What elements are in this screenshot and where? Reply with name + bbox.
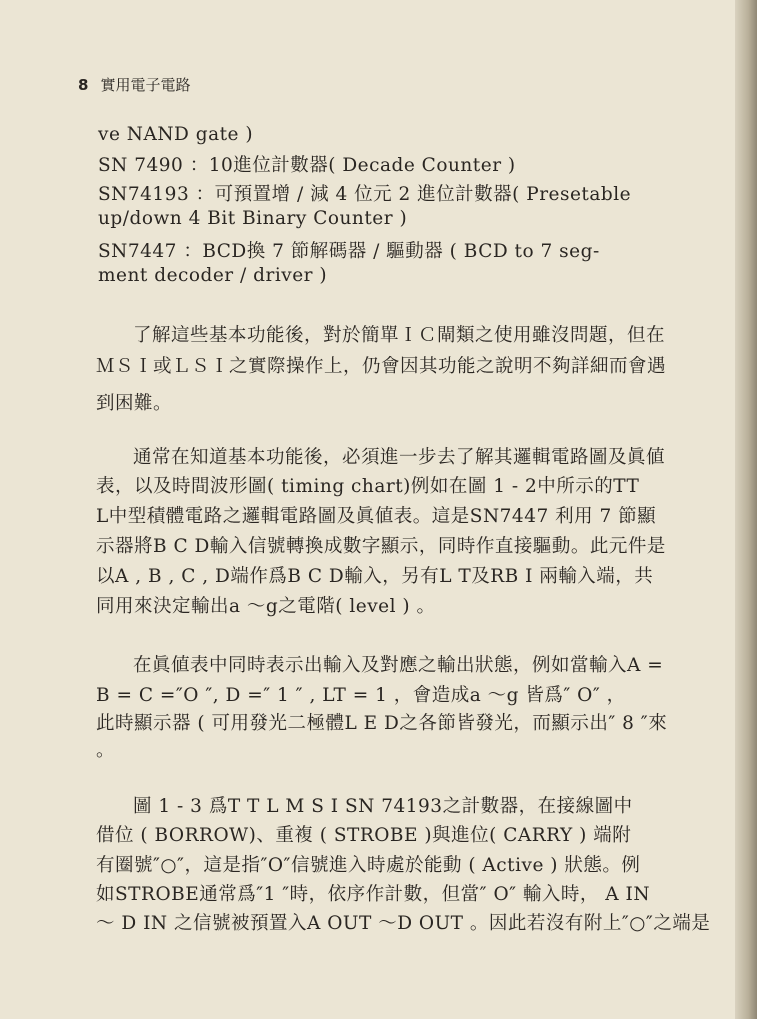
text-line: 表，以及時間波形圖( timing chart)例如在圖 1 - 2中所示的TT	[96, 476, 640, 497]
text-line: ＭＳＩ或ＬＳＩ之實際操作上，仍會因其功能之說明不夠詳細而會遇	[96, 356, 667, 377]
text-line: L中型積體電路之邏輯電路圖及眞値表。這是SN7447 利用 7 節顯	[96, 506, 657, 527]
text-line: 借位 ( BORROW)、重複 ( STROBE )與進位( CARRY ) 端附	[96, 825, 632, 846]
text-line: 了解這些基本功能後，對於簡單ＩＣ閘類之使用雖沒問題，但在	[133, 325, 666, 346]
text-line: ve NAND gate )	[98, 124, 254, 145]
text-line: 如STROBE通常爲″1 ″時，依序作計數，但當″ O″ 輸入時， A IN	[96, 884, 651, 905]
text-line: 到困難。	[96, 393, 173, 414]
text-line: 。	[96, 740, 116, 761]
text-line: 通常在知道基本功能後，必須進一步去了解其邏輯電路圖及眞値	[133, 447, 666, 468]
text-line: 以A , B , C , D端作爲B C D輸入，另有L T及RB I 兩輸入端，共	[96, 566, 654, 587]
book-title: 實用電子電路	[100, 76, 191, 94]
book-spine-shadow	[735, 0, 757, 1019]
text-line: up/down 4 Bit Binary Counter )	[98, 208, 408, 229]
text-line: 有圈號″○″，這是指″O″信號進入時處於能動 ( Active ) 狀態。例	[96, 855, 641, 876]
text-line: SN 7490 ：10進位計數器( Decade Counter )	[98, 155, 516, 176]
text-line: 此時顯示器 ( 可用發光二極體L E D之各節皆發光，而顯示出″ 8 ″來	[96, 713, 668, 734]
text-line: B = C =″O ″, D =″ 1 ″ , LT = 1 ，會造成a ～g 皆爲″ O″ ，	[96, 685, 626, 706]
text-line: 示器將B C D輸入信號轉換成數字顯示，同時作直接驅動。此元件是	[96, 536, 666, 557]
page-number: 8	[78, 76, 89, 94]
running-header	[78, 74, 190, 95]
text-line: SN74193 ：可預置增 / 減 4 位元 2 進位計數器( Presetable	[98, 184, 632, 205]
text-line: ment decoder / driver )	[98, 265, 328, 286]
text-line: 在眞値表中同時表示出輸入及對應之輸出狀態，例如當輸入A =	[133, 655, 664, 676]
text-line: SN7447 ：BCD換 7 節解碼器 / 驅動器 ( BCD to 7 seg-	[98, 241, 600, 262]
text-line: ～ D IN 之信號被預置入A OUT ～D OUT 。因此若沒有附上″○″之端是	[96, 913, 711, 934]
text-line: 圖 1 - 3 爲T T L M S I SN 74193之計數器，在接線圖中	[133, 796, 633, 817]
text-line: 同用來決定輸出a ～g之電階( level ) 。	[96, 596, 436, 617]
